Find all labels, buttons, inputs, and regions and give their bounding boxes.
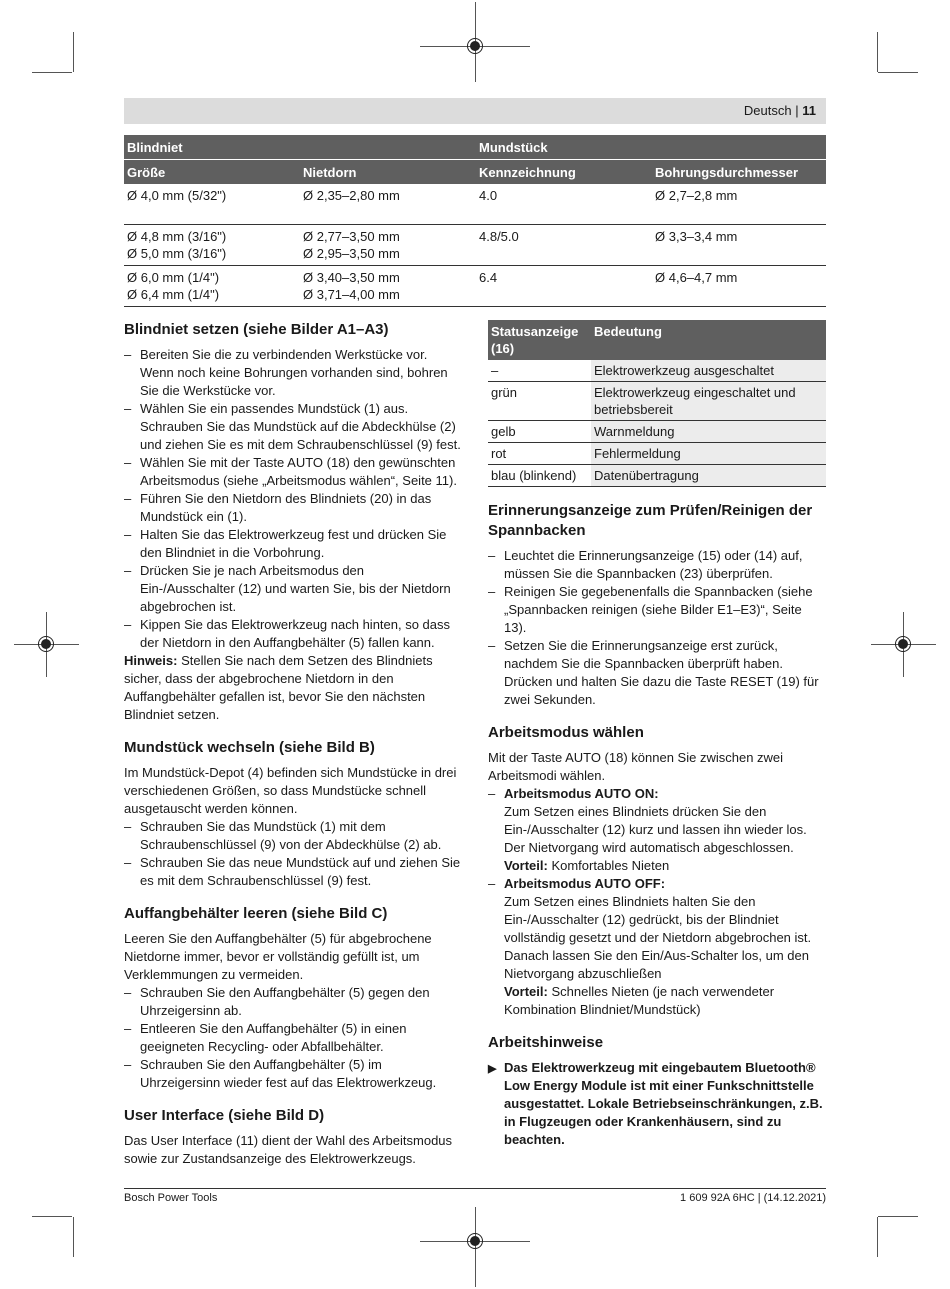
list-item	[124, 490, 462, 526]
list-item-text: Leuchtet die Erinnerungsanzeige (15) oder (14) auf, müssen Sie die Spannbacken (23) überprüfen.	[504, 548, 803, 581]
table-cell: Ø 2,7–2,8 mm	[652, 184, 826, 224]
table-cell: 4.8/5.0	[476, 224, 652, 265]
bullet-dash: –	[124, 347, 132, 362]
mode-on-title: Arbeitsmodus AUTO ON:	[504, 786, 659, 801]
table-cell: Ø 3,71–4,00 mm	[303, 286, 400, 302]
bullet-dash: –	[124, 491, 132, 506]
note-label: Hinweis:	[124, 653, 178, 668]
list-item-text: Setzen Sie die Erinnerungsanzeige erst zurück, nachdem Sie die Spannbacken überprüft haben.	[504, 638, 783, 671]
crop-mark	[73, 32, 74, 72]
header-separator: |	[795, 103, 799, 118]
list-item	[124, 526, 462, 562]
table-cell: Warnmeldung	[591, 421, 826, 443]
list-item	[124, 1056, 462, 1092]
table-cell: –	[488, 360, 591, 382]
list-item	[124, 616, 462, 652]
table-row	[488, 360, 826, 382]
bullet-dash: –	[488, 876, 496, 891]
table-cell: Ø 5,0 mm (3/16")	[127, 245, 227, 261]
table-row	[124, 224, 826, 265]
list-item-text: Schrauben Sie den Auffangbehälter (5) gegen den Uhrzeigersinn ab.	[140, 985, 430, 1018]
page-number: 11	[802, 103, 816, 118]
table-cell: 4.0	[476, 184, 652, 224]
list-item	[124, 454, 462, 490]
bullet-dash: –	[124, 1021, 132, 1036]
list-item-mode-on	[488, 785, 826, 875]
bullet-dash: –	[124, 1057, 132, 1072]
crop-mark	[877, 32, 878, 72]
note-text: Stellen Sie nach dem Setzen des Blindniets sicher, dass der abgebrochene Nietdorn in den Auffangbehälter gefallen ist, bevor Sie den nächsten Blindniet setzen.	[124, 653, 433, 722]
status-table	[488, 320, 826, 487]
bullet-dash: –	[124, 855, 132, 870]
table-cell: gelb	[488, 421, 591, 443]
header-language-page	[744, 103, 816, 118]
advantage-text: Schnelles Nieten (je nach verwendeter Kombination Blindniet/Mundstück)	[504, 984, 775, 1017]
bullet-dash: –	[488, 638, 496, 653]
list-item-text: Entleeren Sie den Auffangbehälter (5) in einen geeigneten Recycling- oder Abfallbehälter.	[140, 1021, 407, 1054]
group-header-blind-rivet: Blindniet	[124, 135, 476, 160]
table-cell: Datenübertragung	[591, 465, 826, 487]
crop-mark	[32, 1216, 72, 1217]
list-item-text: Drücken Sie je nach Arbeitsmodus den Ein-/Ausschalter (12) und warten Sie, bis der Nietdorn abgebrochen ist.	[140, 563, 451, 614]
list-item	[488, 637, 826, 709]
list-item-text: Schrauben Sie das neue Mundstück auf und ziehen Sie es mit dem Schraubenschlüssel (9) fest.	[140, 855, 461, 888]
table-cell: rot	[488, 443, 591, 465]
crop-mark	[878, 1216, 918, 1217]
list-item-text: Drücken und halten Sie dazu die Taste RESET (19) für zwei Sekunden.	[504, 674, 819, 707]
list-item	[124, 984, 462, 1020]
column-header: Größe	[124, 160, 300, 185]
bullet-dash: –	[488, 548, 496, 563]
triangle-bullet-icon: ▶	[488, 1063, 497, 1075]
table-cell: Ø 6,0 mm (1/4")	[127, 269, 220, 285]
bullet-dash: –	[124, 985, 132, 1000]
mode-off-title: Arbeitsmodus AUTO OFF:	[504, 876, 666, 891]
list-item-text: Schrauben Sie das Mundstück (1) mit dem Schraubenschlüssel (9) von der Abdeckhülse (2) ab.	[140, 819, 442, 852]
bullet-dash: –	[124, 819, 132, 834]
section-title-user-interface: User Interface (siehe Bild D)	[124, 1107, 325, 1124]
list-item	[124, 1020, 462, 1056]
column-header: Statusanzeige (16)	[488, 320, 591, 360]
column-header: Nietdorn	[300, 160, 476, 185]
table-cell: Ø 6,4 mm (1/4")	[127, 286, 220, 302]
bullet-dash: –	[124, 527, 132, 542]
table-cell: Ø 2,35–2,80 mm	[303, 188, 400, 203]
rivet-spec-table	[124, 135, 826, 307]
list-item	[124, 562, 462, 616]
group-header-nosepiece: Mundstück	[476, 135, 826, 160]
list-item-mode-off	[488, 875, 826, 1019]
crop-mark	[73, 1217, 74, 1257]
table-cell: Ø 4,0 mm (5/32")	[127, 188, 227, 203]
advantage-label: Vorteil:	[504, 858, 548, 873]
table-cell: Ø 2,77–3,50 mm	[303, 228, 400, 244]
bullet-dash: –	[124, 401, 132, 416]
table-row	[488, 465, 826, 487]
table-cell: 6.4	[476, 265, 652, 306]
table-row	[124, 265, 826, 306]
section-title-set-rivet: Blindniet setzen (siehe Bilder A1–A3)	[124, 321, 389, 338]
list-item	[488, 583, 826, 637]
footer-document-id: 1 609 92A 6HC | (14.12.2021)	[680, 1192, 826, 1204]
table-cell: Ø 4,6–4,7 mm	[652, 265, 826, 306]
crop-mark	[32, 72, 72, 73]
list-item	[124, 818, 462, 854]
header-language: Deutsch	[743, 103, 792, 118]
crop-mark	[878, 72, 918, 73]
list-item-text: Wählen Sie mit der Taste AUTO (18) den gewünschten Arbeitsmodus (siehe „Arbeitsmodus wählen“, Seite 11).	[140, 455, 457, 488]
list-item-text: Halten Sie das Elektrowerkzeug fest und drücken Sie den Blindniet in die Vorbohrung.	[140, 527, 447, 560]
warning-item	[488, 1059, 826, 1149]
table-cell: Elektrowerkzeug ausgeschaltet	[591, 360, 826, 382]
table-cell: Ø 3,40–3,50 mm	[303, 269, 400, 285]
list-item-text: Kippen Sie das Elektrowerkzeug nach hinten, so dass der Nietdorn in den Auffangbehälter (5) fallen kann.	[140, 617, 451, 650]
footer-publisher: Bosch Power Tools	[124, 1192, 218, 1204]
list-item-text: Schrauben Sie den Auffangbehälter (5) im Uhrzeigersinn wieder fest auf das Elektrowerkzeug.	[140, 1057, 437, 1090]
list-item-text: Bereiten Sie die zu verbindenden Werkstücke vor. Wenn noch keine Bohrungen vorhanden sind, bohren Sie die Werkstücke vor.	[140, 347, 448, 398]
column-header: Kennzeichnung	[476, 160, 652, 185]
table-row	[124, 184, 826, 224]
advantage-label: Vorteil:	[504, 984, 548, 999]
table-cell: blau (blinkend)	[488, 465, 591, 487]
paragraph: Im Mundstück-Depot (4) befinden sich Mundstücke in drei verschiedenen Größen, so dass Mundstücke schnell ausgetauscht werden können.	[124, 765, 457, 816]
footer-divider	[124, 1188, 826, 1189]
section-title-empty-container: Auffangbehälter leeren (siehe Bild C)	[124, 905, 388, 922]
registration-mark-icon	[467, 38, 483, 54]
section-title-change-nosepiece: Mundstück wechseln (siehe Bild B)	[124, 739, 375, 756]
list-item-text: Reinigen Sie gegebenenfalls die Spannbacken (siehe „Spannbacken reinigen (siehe Bilder E1–E3)“, Seite 13).	[504, 584, 813, 635]
mode-on-text: Zum Setzen eines Blindniets drücken Sie den Ein-/Ausschalter (12) kurz und lassen ihn wieder los. Der Nietvorgang wird automatisch abgeschlossen.	[504, 804, 807, 855]
bullet-dash: –	[124, 617, 132, 632]
table-row	[488, 382, 826, 421]
bullet-dash: –	[488, 584, 496, 599]
section-title-work-mode: Arbeitsmodus wählen	[488, 724, 644, 741]
right-column	[488, 320, 826, 1149]
registration-mark-icon	[467, 1233, 483, 1249]
left-column	[124, 320, 462, 1168]
page-header	[124, 98, 826, 124]
bullet-dash: –	[124, 563, 132, 578]
note-paragraph	[124, 652, 462, 724]
list-item	[124, 400, 462, 454]
table-cell: grün	[488, 382, 591, 421]
paragraph: Leeren Sie den Auffangbehälter (5) für abgebrochene Nietdorne immer, bevor er vollständig gefüllt ist, um Verklemmungen zu vermeiden.	[124, 931, 432, 982]
column-header: Bedeutung	[591, 320, 826, 360]
table-cell: Ø 4,8 mm (3/16")	[127, 228, 227, 244]
table-row	[488, 421, 826, 443]
table-cell: Elektrowerkzeug eingeschaltet und betriebsbereit	[591, 382, 826, 421]
bullet-dash: –	[124, 455, 132, 470]
table-row	[488, 443, 826, 465]
list-item	[488, 547, 826, 583]
registration-mark-icon	[38, 636, 54, 652]
warning-text: Das Elektrowerkzeug mit eingebautem Bluetooth® Low Energy Module ist mit einer Funkschnittstelle ausgestattet. Lokale Betriebseinschränkungen, z.B. in Flugzeugen oder Krankenhäusern, sind zu beachten.	[504, 1060, 823, 1147]
bullet-dash: –	[488, 786, 496, 801]
advantage-text: Komfortables Nieten	[551, 858, 670, 873]
list-item	[124, 854, 462, 890]
table-cell: Ø 3,3–3,4 mm	[652, 224, 826, 265]
table-cell: Ø 2,95–3,50 mm	[303, 245, 400, 261]
column-header: Bohrungsdurchmesser	[652, 160, 826, 185]
table-cell: Fehlermeldung	[591, 443, 826, 465]
registration-mark-icon	[895, 636, 911, 652]
paragraph: Mit der Taste AUTO (18) können Sie zwischen zwei Arbeitsmodi wählen.	[488, 750, 784, 783]
mode-off-text: Zum Setzen eines Blindniets halten Sie den Ein-/Ausschalter (12) gedrückt, bis der Blindniet vollständig gesetzt und der Nietdorn abgebrochen ist. Danach lassen Sie den Ein/Aus-Schalter los, um den Nietvorgang abzuschließen	[504, 894, 812, 981]
list-item-text: Führen Sie den Nietdorn des Blindniets (20) in das Mundstück ein (1).	[140, 491, 432, 524]
list-item-text: Wählen Sie ein passendes Mundstück (1) aus. Schrauben Sie das Mundstück auf die Abdeckhülse (2) und ziehen Sie es mit dem Schraubenschlüssel (9) fest.	[140, 401, 461, 452]
crop-mark	[877, 1217, 878, 1257]
paragraph: Das User Interface (11) dient der Wahl des Arbeitsmodus sowie zur Zustandsanzeige des Elektrowerkzeugs.	[124, 1133, 453, 1166]
list-item	[124, 346, 462, 400]
section-title-reminder: Erinnerungsanzeige zum Prüfen/Reinigen der Spannbacken	[488, 502, 813, 539]
section-title-work-tips: Arbeitshinweise	[488, 1034, 604, 1051]
